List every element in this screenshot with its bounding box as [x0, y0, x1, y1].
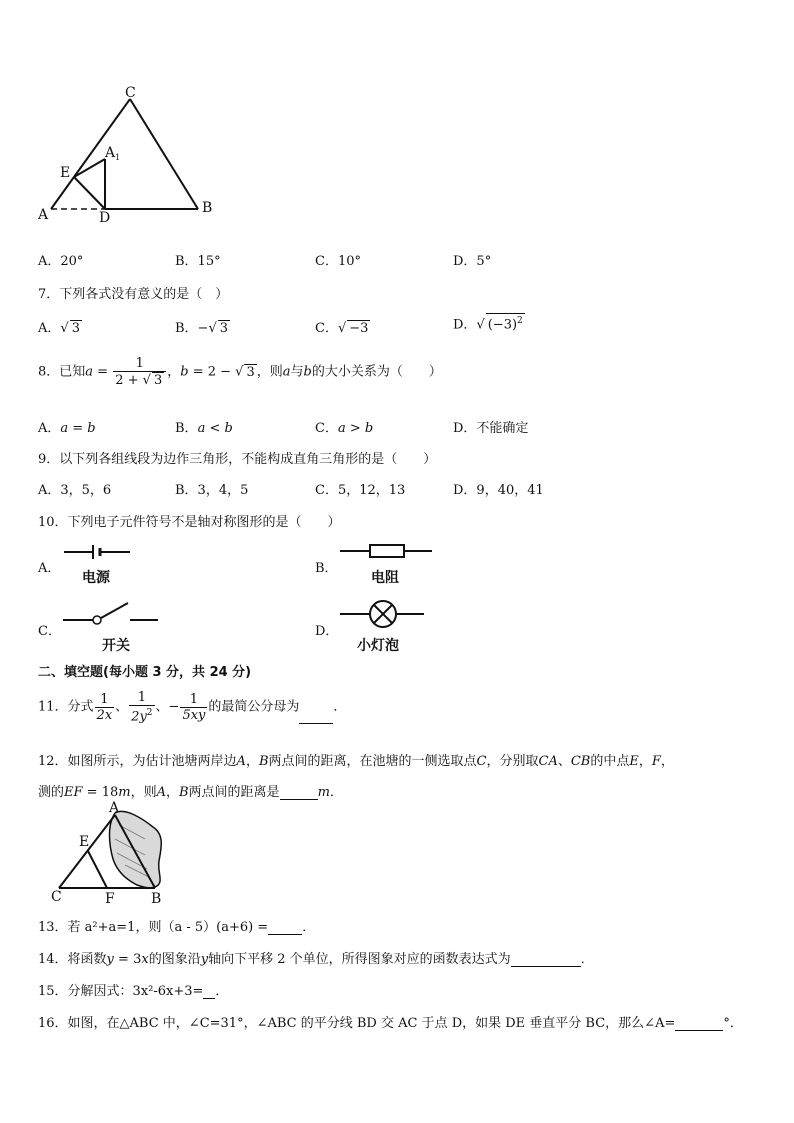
q13: 13．若 a²+a=1，则（a - 5）(a+6) = ．: [38, 920, 316, 935]
pond-figure-q12: [45, 800, 175, 907]
q15: 15．分解因式：3x²-6x+3= ．: [38, 984, 229, 999]
caption-switch: 开关: [102, 638, 130, 654]
q13-answer-blank[interactable]: [268, 934, 302, 935]
pond-label-A: A: [109, 800, 120, 816]
caption-power: 电源: [82, 570, 110, 586]
q7-option-b: B．−√ 3: [175, 321, 229, 336]
label-E: E: [60, 165, 71, 181]
q7-option-c: C．√ −3: [315, 321, 369, 336]
lamp-symbol: [338, 598, 438, 630]
q8-option-c: C．a > b: [315, 421, 374, 436]
q11-answer-blank[interactable]: [299, 723, 333, 724]
section-fill-in-heading: 二、填空题(每小题 3 分，共 24 分): [38, 665, 252, 680]
q15-answer-blank[interactable]: [203, 998, 215, 999]
label-A1: $A_1$: [105, 145, 121, 162]
resistor-symbol: [338, 540, 438, 564]
q6-option-d: D．5°: [453, 254, 492, 269]
q12-line2: 测的EF = 18m，则A，B两点间的距离是 m．: [38, 785, 343, 800]
q12-line1: 12．如图所示，为估计池塘两岸边A，B两点间的距离，在池塘的一侧选取点C，分别取CA、CB的中点E，F，: [38, 754, 674, 769]
q6-option-c: C．10°: [315, 254, 361, 269]
label-A: A: [38, 207, 49, 223]
q14: 14．将函数y = 3x的图象沿y轴向下平移 2 个单位，所得图象对应的函数表达式为 ．: [38, 952, 594, 967]
q9-stem: 9．以下列各组线段为边作三角形，不能构成直角三角形的是（ ）: [38, 452, 437, 467]
q9-option-b: B．3，4，5: [175, 483, 249, 498]
q10-stem: 10．下列电子元件符号不是轴对称图形的是（ ）: [38, 515, 341, 530]
q6-option-b: B．15°: [175, 254, 221, 269]
label-D: D: [99, 210, 111, 226]
q14-answer-blank[interactable]: [511, 966, 581, 967]
q7-option-a: A．√ 3: [38, 321, 80, 336]
q11: 11．分式 $\frac{1}{2x}$ 、 $\frac{1}{2y^2}$ 、− $\frac{1}{5xy}$ 的最简公分母为 ．: [38, 690, 347, 725]
pond-label-E: E: [79, 834, 90, 850]
q6-option-a: A．20°: [38, 254, 84, 269]
pond-label-C: C: [51, 889, 62, 905]
label-B: B: [202, 200, 213, 216]
q10-option-b: B．: [315, 561, 338, 576]
pond-label-B: B: [151, 891, 162, 907]
q8-option-b: B．a < b: [175, 421, 233, 436]
battery-symbol: [60, 540, 140, 564]
pond-label-F: F: [105, 891, 115, 907]
q16-answer-blank[interactable]: [675, 1030, 723, 1031]
q7-stem: 7．下列各式没有意义的是（ ）: [38, 287, 229, 302]
q10-option-d: D．: [315, 624, 339, 639]
caption-resistor: 电阻: [371, 570, 399, 586]
switch-symbol: [60, 598, 160, 628]
q7-option-d: D．√ $(-3)^2$: [453, 313, 525, 332]
caption-lamp: 小灯泡: [357, 638, 399, 654]
q8-option-d: D．不能确定: [453, 421, 529, 436]
q9-option-d: D．9，40，41: [453, 483, 544, 498]
q9-option-c: C．5，12，13: [315, 483, 406, 498]
q10-option-a: A．: [38, 561, 61, 576]
q9-option-a: A．3，5，6: [38, 483, 112, 498]
label-C: C: [125, 85, 136, 101]
q10-option-c: C．: [38, 624, 61, 639]
q8-option-a: A．a = b: [38, 421, 96, 436]
triangle-figure-q6: [30, 82, 230, 232]
q16: 16．如图，在△ABC 中，∠C=31°，∠ABC 的平分线 BD 交 AC 于点 D，如果 DE 垂直平分 BC，那么∠A= °．: [38, 1016, 743, 1031]
q8-stem: 8．已知a = $\frac{1}{2 + √ 3}$ ，b = 2 − √ 3 ，则a与b的大小关系为（ ）: [38, 356, 442, 388]
q12-answer-blank[interactable]: [280, 799, 318, 800]
